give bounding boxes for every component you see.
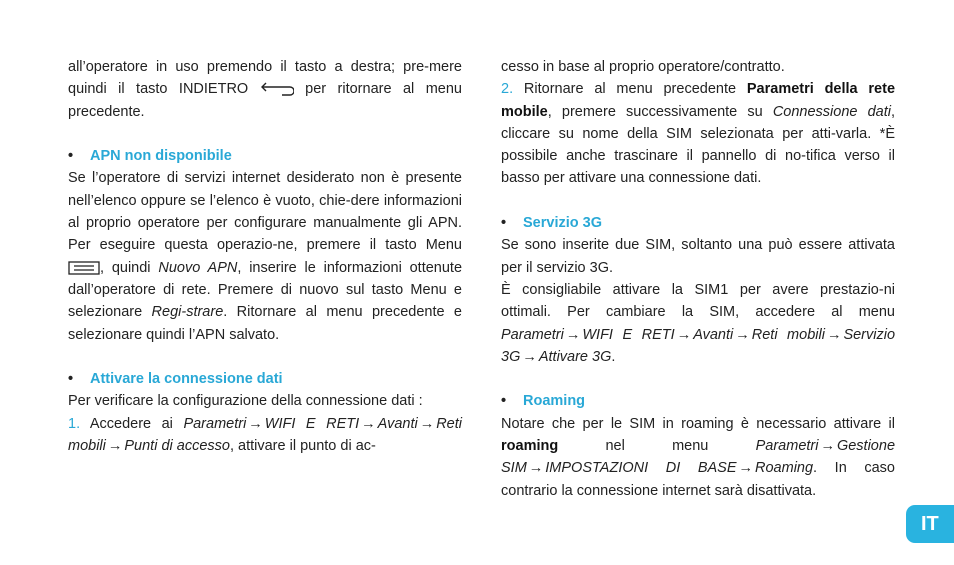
apn-paragraph: Se l’operatore di servizi internet desiderato non è presente nell’elenco oppure se l’elenco è vuoto, chie-dere informazioni al proprio operatore per configurare manualmente gli APN. Per eseguire questa operazio-ne, premere il tasto Menu , quindi Nuovo APN, inserire le informazioni ottenute dall’operatore di rete. Premere di nuovo sul tasto Menu e selezionare Regi-strare. Ritornare al menu precedente e selezionare quindi l’APN salvato.	[68, 170, 463, 343]
data-connection-heading: • Attivare la connessione dati	[68, 371, 283, 388]
step-2: 2. Ritornare al menu precedente Parametri della rete mobile, premere successivamente su Connessione dati, cliccare su nome della SIM selezionata per atti-varla. *È possibile anche trascinare il pannello di no-tifica verso il basso per attivare una connessione dati.	[501, 81, 896, 187]
intro-paragraph: all’operatore in uso premendo il tasto a destra; pre-mere quindi il tasto INDIETRO per ritornare al menu precedente.	[68, 59, 462, 120]
left-column	[68, 56, 462, 457]
data-connection-paragraph: Per verificare la configurazione della connessione dati :	[68, 393, 423, 410]
roaming-paragraph: Notare che per le SIM in roaming è necessario attivare il roaming nel menu Parametri → Gestione SIM → IMPOSTAZIONI DI BASE → Roaming. In caso contrario la connessione internet sarà disattivata.	[501, 415, 896, 499]
right-column	[501, 56, 895, 502]
continued-paragraph: cesso in base al proprio operatore/contratto.	[501, 59, 785, 75]
service-3g-paragraph-2: È consigliabile attivare la SIM1 per avere prestazio-ni ottimali. Per cambiare la SIM, accedere al menu Parametri → WIFI E RETI → Avanti → Reti mobili → Servizio 3G → Attivare 3G.	[501, 281, 896, 365]
service-3g-paragraph-1: Se sono inserite due SIM, soltanto una può essere attivata per il servizio 3G.	[501, 237, 895, 276]
roaming-heading: • Roaming	[501, 393, 586, 410]
menu-icon	[68, 261, 100, 275]
service-3g-heading: • Servizio 3G	[501, 215, 602, 232]
language-tab: IT	[906, 505, 954, 543]
back-arrow-icon	[260, 82, 294, 96]
step-1: 1. Accedere ai Parametri → WIFI E RETI → Avanti → Reti mobili → Punti di accesso, attivare il punto di ac-	[68, 415, 462, 455]
apn-heading: • APN non disponibile	[68, 148, 232, 165]
